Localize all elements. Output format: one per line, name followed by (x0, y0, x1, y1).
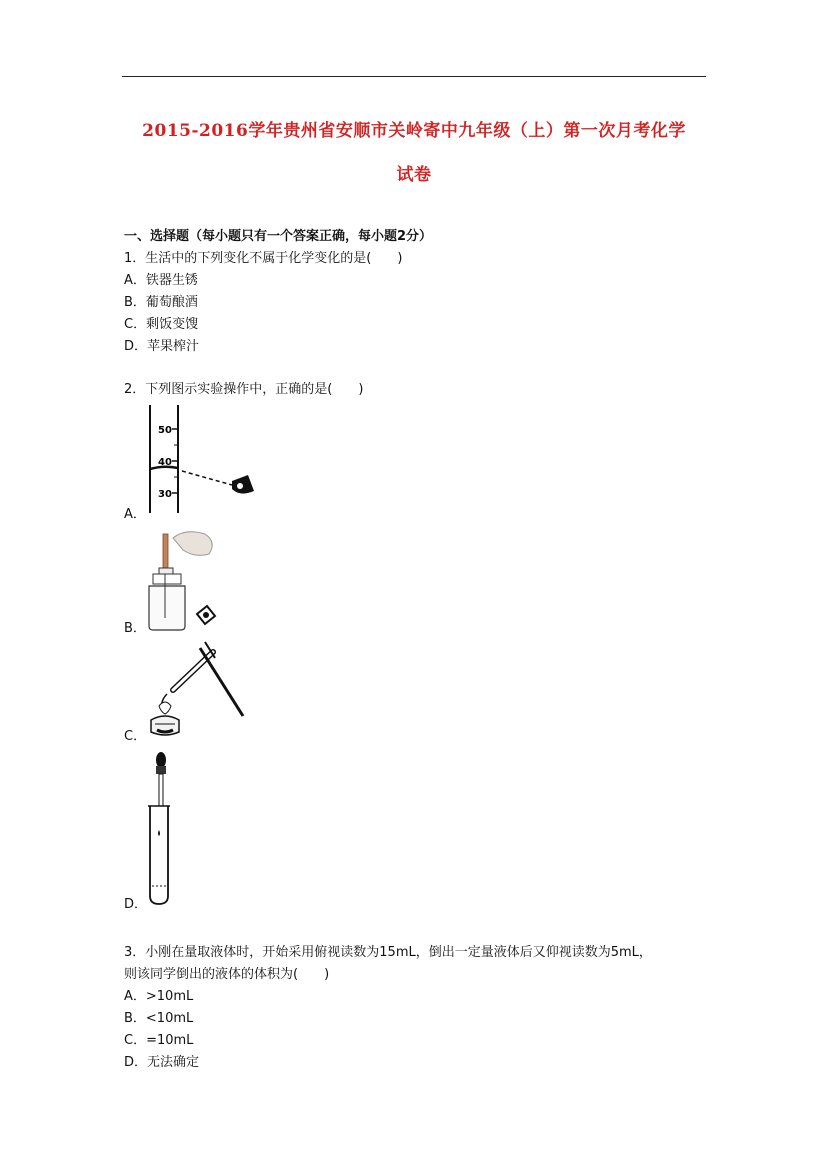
question-2-option-c: C． (124, 729, 147, 744)
figure-a-cylinder-reading (140, 405, 260, 515)
question-3-option-d: D．无法确定 (124, 1055, 200, 1070)
tick-label-30: 30 (158, 489, 172, 500)
question-2-stem: 2．下列图示实验操作中，正确的是( ) (124, 382, 364, 397)
figure-b-dropper-bottle (145, 528, 225, 633)
tick-label-50: 50 (158, 425, 172, 436)
question-1-option-b: B．葡萄酿酒 (124, 295, 198, 310)
question-3-stem-cont: 则该同学倒出的液体的体积为( ) (124, 967, 330, 982)
figure-c-heating-tube (145, 638, 255, 743)
figure-d-dropper-tube (140, 750, 190, 910)
question-3-option-c: C．=10mL (124, 1033, 194, 1048)
question-1-option-c: C．剩饭变馊 (124, 317, 199, 332)
question-1-stem: 1．生活中的下列变化不属于化学变化的是( ) (124, 251, 403, 266)
section-heading: 一、选择题（每小题只有一个答案正确，每小题2分） (124, 229, 433, 244)
header-rule (122, 76, 706, 77)
question-1-option-a: A．铁器生锈 (124, 273, 198, 288)
question-3-stem: 3．小刚在量取液体时，开始采用俯视读数为15mL，倒出一定量液体后又仰视读数为5mL， (124, 945, 652, 960)
question-3-option-a: A．>10mL (124, 989, 194, 1004)
question-1-option-d: D．苹果榨汁 (124, 339, 200, 354)
question-3-option-b: B．<10mL (124, 1011, 194, 1026)
tick-label-40: 40 (158, 457, 172, 468)
question-2-option-d: D． (124, 897, 148, 912)
question-2-option-b: B． (124, 621, 146, 636)
page-title-line1: 2015-2016学年贵州省安顺市关岭寄中九年级（上）第一次月考化学 (142, 121, 686, 141)
page-title-line2: 试卷 (396, 165, 432, 185)
question-2-option-a: A． (124, 507, 146, 522)
